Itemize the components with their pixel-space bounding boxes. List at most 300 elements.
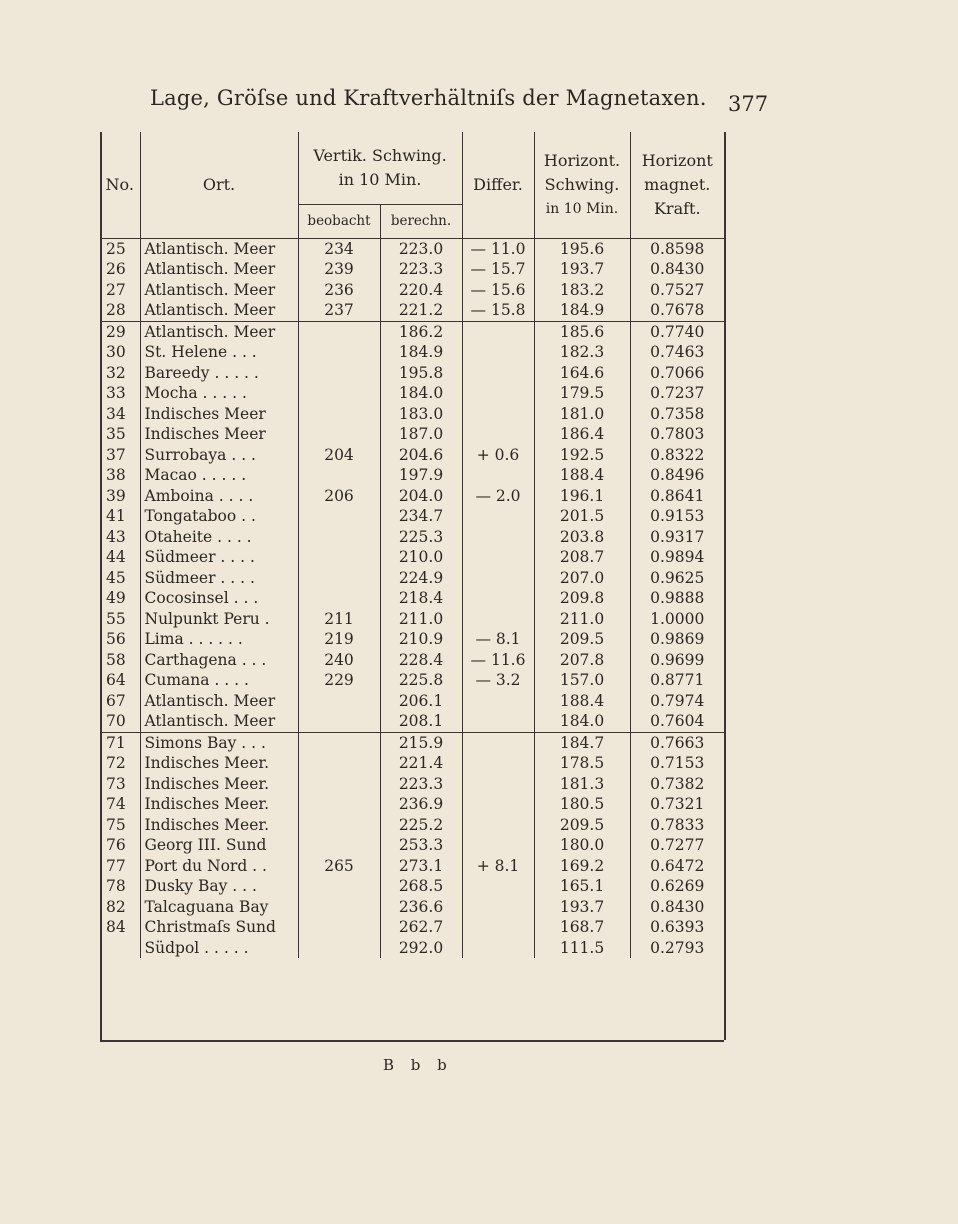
- cell-kraft: 0.7604: [630, 711, 724, 732]
- cell-no: 43: [106, 527, 126, 546]
- cell-no: 74: [106, 795, 126, 813]
- header-kraft-line1: Horizont: [641, 150, 713, 170]
- cell-kraft: 0.7803: [630, 424, 724, 445]
- cell-ort: Atlantisch. Meer: [140, 238, 298, 259]
- cell-berechn: 184.9: [380, 342, 462, 363]
- cell-beobacht: [298, 383, 380, 404]
- cell-ort: Cocosinsel . . .: [140, 588, 298, 609]
- cell-no: 39: [106, 486, 126, 505]
- header-berechn: berechn.: [380, 204, 462, 238]
- cell-differ: — 15.6: [462, 280, 534, 301]
- cell-differ: [462, 732, 534, 753]
- cell-beobacht: [298, 835, 380, 856]
- cell-ort: Dusky Bay . . .: [140, 876, 298, 897]
- cell-horiz: 180.5: [534, 794, 630, 815]
- cell-kraft: 0.9699: [630, 650, 724, 671]
- cell-kraft: 0.7358: [630, 404, 724, 425]
- table-row: [100, 547, 724, 568]
- cell-differ: [462, 815, 534, 836]
- cell-no: 77: [106, 856, 126, 875]
- cell-horiz: 193.7: [534, 259, 630, 280]
- table-row: [100, 711, 724, 732]
- cell-differ: [462, 506, 534, 527]
- cell-beobacht: [298, 465, 380, 486]
- cell-no: 29: [100, 321, 140, 342]
- cell-kraft: 0.7678: [630, 300, 724, 321]
- cell-no: 67: [106, 691, 126, 710]
- table-body: [100, 238, 724, 958]
- table-row: [100, 835, 724, 856]
- cell-kraft: 0.7663: [630, 732, 724, 753]
- cell-horiz: 178.5: [534, 753, 630, 774]
- cell-horiz: 184.0: [534, 711, 630, 732]
- cell-differ: [462, 465, 534, 486]
- cell-differ: — 11.0: [462, 238, 534, 259]
- cell-beobacht: 229: [298, 670, 380, 691]
- cell-berechn: 218.4: [380, 588, 462, 609]
- cell-berechn: 204.0: [380, 486, 462, 507]
- cell-ort: Atlantisch. Meer: [140, 259, 298, 280]
- cell-differ: [462, 835, 534, 856]
- cell-no: 71: [100, 732, 140, 753]
- cell-differ: [462, 424, 534, 445]
- table-row: [100, 588, 724, 609]
- cell-no: 44: [106, 548, 126, 566]
- cell-horiz: 192.5: [534, 445, 630, 466]
- cell-berechn: 268.5: [380, 876, 462, 897]
- cell-ort: Indisches Meer.: [140, 794, 298, 815]
- cell-beobacht: 206: [298, 486, 380, 507]
- cell-beobacht: 234: [298, 238, 380, 259]
- header-beobacht: beobacht: [298, 204, 380, 238]
- cell-horiz: 183.2: [534, 280, 630, 301]
- cell-ort: Otaheite . . . .: [140, 527, 298, 548]
- cell-no: 27: [106, 280, 126, 299]
- cell-ort: St. Helene . . .: [140, 342, 298, 363]
- cell-differ: [462, 691, 534, 712]
- cell-beobacht: [298, 711, 380, 732]
- cell-horiz: 157.0: [534, 670, 630, 691]
- cell-differ: [462, 568, 534, 589]
- cell-ort: Port du Nord . .: [140, 856, 298, 877]
- cell-beobacht: [298, 527, 380, 548]
- cell-kraft: 0.9317: [630, 527, 724, 548]
- cell-no: 34: [106, 404, 126, 423]
- cell-no: [100, 938, 140, 959]
- cell-differ: — 3.2: [462, 670, 534, 691]
- cell-horiz: 181.0: [534, 404, 630, 425]
- table-row: [100, 363, 724, 384]
- cell-differ: — 8.1: [462, 629, 534, 650]
- cell-no: 82: [106, 897, 126, 916]
- cell-no: 45: [106, 568, 126, 587]
- cell-horiz: 211.0: [534, 609, 630, 630]
- cell-kraft: 1.0000: [630, 609, 724, 630]
- cell-berechn: 197.9: [380, 465, 462, 486]
- cell-kraft: 0.6472: [630, 856, 724, 877]
- cell-no: 35: [106, 425, 126, 443]
- cell-ort: Tongataboo . .: [140, 506, 298, 527]
- table-row: [100, 917, 724, 938]
- table-row: [100, 568, 724, 589]
- table-row: [100, 670, 724, 691]
- cell-berechn: 210.0: [380, 547, 462, 568]
- cell-kraft: 0.7463: [630, 342, 724, 363]
- cell-berechn: 221.2: [380, 300, 462, 321]
- cell-differ: + 8.1: [462, 856, 534, 877]
- header-vertik-line2: in 10 Min.: [338, 169, 422, 189]
- cell-kraft: 0.6269: [630, 876, 724, 897]
- cell-differ: [462, 342, 534, 363]
- cell-horiz: 169.2: [534, 856, 630, 877]
- cell-kraft: 0.7237: [630, 383, 724, 404]
- cell-kraft: 0.7833: [630, 815, 724, 836]
- header-vertik-line1: Vertik. Schwing.: [313, 145, 447, 165]
- cell-kraft: 0.7321: [630, 794, 724, 815]
- cell-beobacht: [298, 794, 380, 815]
- cell-berechn: 223.3: [380, 259, 462, 280]
- cell-berechn: 224.9: [380, 568, 462, 589]
- cell-berechn: 223.0: [380, 238, 462, 259]
- cell-berechn: 215.9: [380, 732, 462, 753]
- cell-kraft: 0.9625: [630, 568, 724, 589]
- cell-horiz: 179.5: [534, 383, 630, 404]
- header-horizont-line3: in 10 Min.: [545, 200, 619, 217]
- cell-beobacht: [298, 897, 380, 918]
- cell-beobacht: 211: [298, 609, 380, 630]
- cell-no: 72: [106, 754, 126, 772]
- cell-ort: Atlantisch. Meer: [140, 321, 298, 342]
- cell-ort: Cumana . . . .: [140, 670, 298, 691]
- cell-ort: Südpol . . . . .: [140, 938, 298, 959]
- cell-horiz: 180.0: [534, 835, 630, 856]
- cell-differ: [462, 897, 534, 918]
- cell-berechn: 184.0: [380, 383, 462, 404]
- table-row: [100, 629, 724, 650]
- table-row: [100, 424, 724, 445]
- cell-differ: [462, 753, 534, 774]
- cell-berechn: 210.9: [380, 629, 462, 650]
- cell-beobacht: [298, 753, 380, 774]
- cell-beobacht: [298, 547, 380, 568]
- cell-horiz: 209.5: [534, 629, 630, 650]
- header-kraft-line3: Kraft.: [653, 198, 701, 218]
- cell-ort: Simons Bay . . .: [140, 732, 298, 753]
- cell-ort: Talcaguana Bay: [140, 897, 298, 918]
- cell-horiz: 184.7: [534, 732, 630, 753]
- cell-horiz: 165.1: [534, 876, 630, 897]
- cell-kraft: 0.8771: [630, 670, 724, 691]
- cell-berechn: 236.9: [380, 794, 462, 815]
- cell-berechn: 234.7: [380, 506, 462, 527]
- cell-differ: [462, 547, 534, 568]
- cell-differ: [462, 383, 534, 404]
- table-right-rule: [724, 132, 726, 1040]
- table-row: [100, 321, 724, 342]
- cell-ort: Südmeer . . . .: [140, 547, 298, 568]
- cell-beobacht: [298, 568, 380, 589]
- cell-kraft: 0.8430: [630, 259, 724, 280]
- cell-differ: [462, 774, 534, 795]
- cell-no: 73: [106, 774, 126, 793]
- cell-kraft: 0.7527: [630, 280, 724, 301]
- table-row: [100, 342, 724, 363]
- cell-kraft: 0.7153: [630, 753, 724, 774]
- cell-differ: + 0.6: [462, 445, 534, 466]
- cell-kraft: 0.8496: [630, 465, 724, 486]
- cell-berechn: 253.3: [380, 835, 462, 856]
- cell-beobacht: 237: [298, 300, 380, 321]
- cell-no: 76: [106, 836, 126, 854]
- cell-kraft: 0.6393: [630, 917, 724, 938]
- cell-ort: Bareedy . . . . .: [140, 363, 298, 384]
- cell-berechn: 225.2: [380, 815, 462, 836]
- cell-beobacht: [298, 506, 380, 527]
- table-row: [100, 876, 724, 897]
- cell-ort: Macao . . . . .: [140, 465, 298, 486]
- cell-ort: Atlantisch. Meer: [140, 280, 298, 301]
- cell-beobacht: [298, 732, 380, 753]
- cell-horiz: 184.9: [534, 300, 630, 321]
- cell-ort: Carthagena . . .: [140, 650, 298, 671]
- table-row: [100, 465, 724, 486]
- cell-no: 55: [106, 609, 126, 628]
- cell-ort: Atlantisch. Meer: [140, 691, 298, 712]
- cell-beobacht: 219: [298, 629, 380, 650]
- cell-ort: Indisches Meer.: [140, 753, 298, 774]
- cell-no: 58: [106, 650, 126, 669]
- cell-ort: Indisches Meer.: [140, 815, 298, 836]
- table-row: [100, 897, 724, 918]
- cell-horiz: 201.5: [534, 506, 630, 527]
- cell-beobacht: 240: [298, 650, 380, 671]
- cell-berechn: 236.6: [380, 897, 462, 918]
- cell-horiz: 195.6: [534, 238, 630, 259]
- table-row: [100, 794, 724, 815]
- cell-ort: Mocha . . . . .: [140, 383, 298, 404]
- cell-kraft: 0.7066: [630, 363, 724, 384]
- cell-ort: Surrobaya . . .: [140, 445, 298, 466]
- header-kraft: [630, 132, 724, 238]
- table-row: [100, 815, 724, 836]
- header-ort: Ort.: [140, 132, 298, 238]
- cell-kraft: 0.2793: [630, 938, 724, 959]
- cell-kraft: 0.8322: [630, 445, 724, 466]
- table-row: [100, 650, 724, 671]
- cell-beobacht: [298, 404, 380, 425]
- cell-no: 64: [106, 671, 126, 689]
- table-row: [100, 527, 724, 548]
- cell-horiz: 168.7: [534, 917, 630, 938]
- cell-differ: [462, 363, 534, 384]
- table-row: [100, 259, 724, 280]
- running-title: Lage, Gröſse und Kraftverhältniſs der Magnetaxen.: [150, 86, 707, 110]
- table-row: [100, 486, 724, 507]
- cell-kraft: 0.9894: [630, 547, 724, 568]
- cell-kraft: 0.9869: [630, 629, 724, 650]
- table-row: [100, 753, 724, 774]
- cell-horiz: 209.5: [534, 815, 630, 836]
- cell-horiz: 208.7: [534, 547, 630, 568]
- cell-beobacht: [298, 815, 380, 836]
- cell-ort: Amboina . . . .: [140, 486, 298, 507]
- signature-mark: B b b: [383, 1056, 453, 1074]
- page-number: 377: [728, 92, 769, 116]
- cell-differ: [462, 876, 534, 897]
- cell-beobacht: [298, 424, 380, 445]
- cell-beobacht: 239: [298, 259, 380, 280]
- cell-no: 28: [106, 301, 126, 319]
- cell-differ: [462, 527, 534, 548]
- cell-differ: — 11.6: [462, 650, 534, 671]
- cell-ort: Atlantisch. Meer: [140, 300, 298, 321]
- cell-ort: Christmaſs Sund: [140, 917, 298, 938]
- table-row: [100, 404, 724, 425]
- cell-no: 32: [106, 363, 126, 382]
- cell-kraft: 0.7382: [630, 774, 724, 795]
- table-row: [100, 774, 724, 795]
- table-row: [100, 938, 724, 959]
- cell-beobacht: [298, 342, 380, 363]
- cell-beobacht: [298, 774, 380, 795]
- table-row: [100, 691, 724, 712]
- cell-berechn: 204.6: [380, 445, 462, 466]
- cell-differ: [462, 938, 534, 959]
- cell-beobacht: [298, 691, 380, 712]
- cell-beobacht: [298, 938, 380, 959]
- cell-berechn: 208.1: [380, 711, 462, 732]
- cell-kraft: 0.9153: [630, 506, 724, 527]
- header-no: No.: [100, 132, 140, 238]
- cell-differ: — 2.0: [462, 486, 534, 507]
- cell-kraft: 0.9888: [630, 588, 724, 609]
- cell-no: 56: [106, 630, 126, 648]
- cell-differ: [462, 794, 534, 815]
- cell-kraft: 0.7277: [630, 835, 724, 856]
- cell-no: 25: [100, 238, 140, 259]
- cell-no: 26: [106, 260, 126, 278]
- cell-berechn: 195.8: [380, 363, 462, 384]
- cell-horiz: 207.8: [534, 650, 630, 671]
- cell-beobacht: 204: [298, 445, 380, 466]
- cell-horiz: 186.4: [534, 424, 630, 445]
- cell-horiz: 111.5: [534, 938, 630, 959]
- cell-ort: Indisches Meer: [140, 424, 298, 445]
- cell-differ: [462, 711, 534, 732]
- cell-no: 30: [106, 343, 126, 361]
- cell-differ: [462, 321, 534, 342]
- cell-berechn: 228.4: [380, 650, 462, 671]
- cell-horiz: 181.3: [534, 774, 630, 795]
- cell-no: 78: [106, 877, 126, 895]
- cell-horiz: 188.4: [534, 465, 630, 486]
- header-kraft-line2: magnet.: [644, 174, 711, 194]
- cell-horiz: 193.7: [534, 897, 630, 918]
- cell-berechn: 183.0: [380, 404, 462, 425]
- header-horizont-line2: Schwing.: [544, 174, 620, 194]
- cell-horiz: 182.3: [534, 342, 630, 363]
- cell-berechn: 262.7: [380, 917, 462, 938]
- cell-no: 41: [106, 507, 126, 525]
- magnet-data-table: [100, 132, 724, 958]
- cell-berechn: 220.4: [380, 280, 462, 301]
- header-horizont: [534, 132, 630, 238]
- cell-no: 84: [106, 918, 126, 936]
- cell-differ: — 15.8: [462, 300, 534, 321]
- cell-horiz: 207.0: [534, 568, 630, 589]
- cell-no: 70: [106, 712, 126, 730]
- cell-berechn: 225.8: [380, 670, 462, 691]
- cell-no: 75: [106, 815, 126, 834]
- cell-berechn: 225.3: [380, 527, 462, 548]
- cell-ort: Indisches Meer: [140, 404, 298, 425]
- cell-horiz: 185.6: [534, 321, 630, 342]
- cell-berechn: 221.4: [380, 753, 462, 774]
- cell-differ: [462, 609, 534, 630]
- header-differ: Differ.: [462, 132, 534, 238]
- table-row: [100, 856, 724, 877]
- cell-no: 33: [106, 384, 126, 402]
- cell-berechn: 273.1: [380, 856, 462, 877]
- cell-beobacht: [298, 876, 380, 897]
- cell-kraft: 0.7740: [630, 321, 724, 342]
- cell-berechn: 292.0: [380, 938, 462, 959]
- table-bottom-rule: [100, 1040, 724, 1042]
- cell-beobacht: 236: [298, 280, 380, 301]
- cell-kraft: 0.8598: [630, 238, 724, 259]
- cell-ort: Südmeer . . . .: [140, 568, 298, 589]
- table-row: [100, 280, 724, 301]
- table-row: [100, 506, 724, 527]
- cell-berechn: 223.3: [380, 774, 462, 795]
- table-row: [100, 383, 724, 404]
- cell-horiz: 164.6: [534, 363, 630, 384]
- cell-beobacht: [298, 917, 380, 938]
- table-row: [100, 300, 724, 321]
- cell-horiz: 196.1: [534, 486, 630, 507]
- table-row: [100, 238, 724, 259]
- cell-no: 37: [106, 445, 126, 464]
- cell-kraft: 0.7974: [630, 691, 724, 712]
- cell-differ: [462, 588, 534, 609]
- cell-differ: [462, 404, 534, 425]
- cell-no: 38: [106, 466, 126, 484]
- cell-ort: Nulpunkt Peru .: [140, 609, 298, 630]
- cell-berechn: 186.2: [380, 321, 462, 342]
- header-horizont-line1: Horizont.: [543, 150, 621, 170]
- cell-beobacht: [298, 321, 380, 342]
- cell-differ: [462, 917, 534, 938]
- cell-ort: Georg III. Sund: [140, 835, 298, 856]
- cell-berechn: 206.1: [380, 691, 462, 712]
- table-row: [100, 732, 724, 753]
- cell-ort: Lima . . . . . .: [140, 629, 298, 650]
- cell-beobacht: [298, 588, 380, 609]
- cell-beobacht: 265: [298, 856, 380, 877]
- cell-horiz: 188.4: [534, 691, 630, 712]
- cell-ort: Atlantisch. Meer: [140, 711, 298, 732]
- cell-horiz: 203.8: [534, 527, 630, 548]
- cell-berechn: 187.0: [380, 424, 462, 445]
- cell-kraft: 0.8641: [630, 486, 724, 507]
- table-row: [100, 445, 724, 466]
- cell-differ: — 15.7: [462, 259, 534, 280]
- cell-horiz: 209.8: [534, 588, 630, 609]
- table-left-rule: [100, 132, 102, 1040]
- header-vertik: [298, 132, 462, 204]
- cell-ort: Indisches Meer.: [140, 774, 298, 795]
- cell-beobacht: [298, 363, 380, 384]
